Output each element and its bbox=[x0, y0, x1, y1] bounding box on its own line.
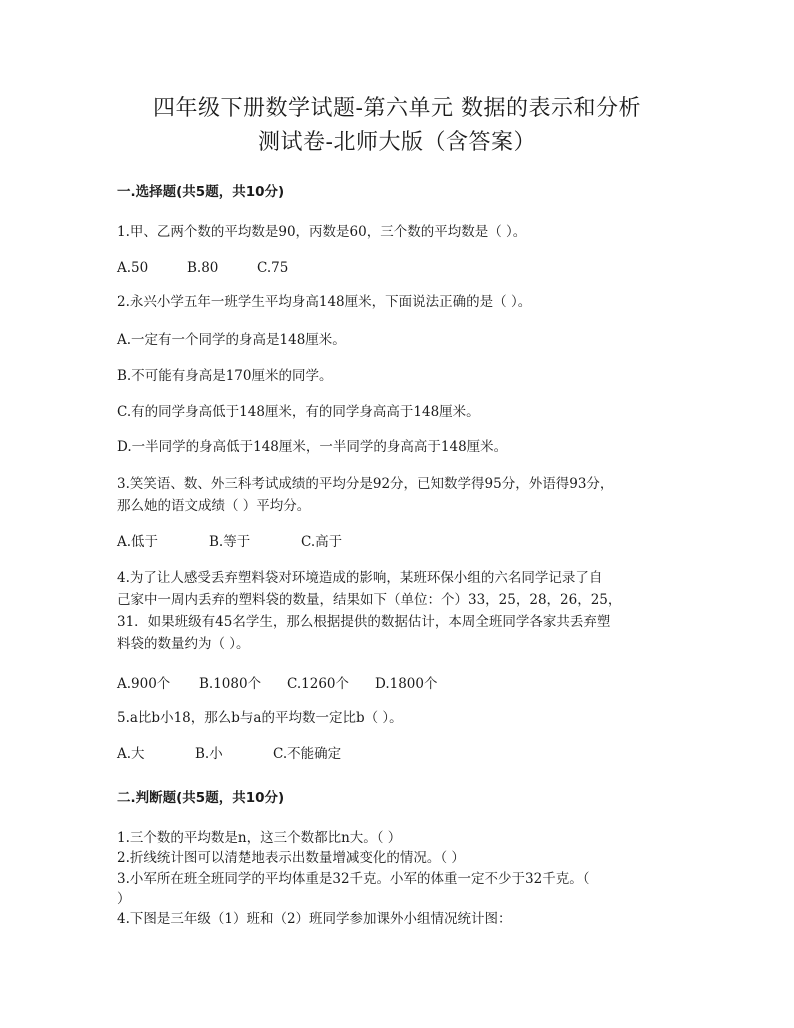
option: A.900个 bbox=[117, 676, 171, 692]
section1-heading: 一.选择题(共5题，共10分) bbox=[117, 184, 285, 200]
section2-heading: 二.判断题(共5题，共10分) bbox=[117, 790, 285, 806]
option: D.1800个 bbox=[375, 676, 438, 692]
page-title-line1: 四年级下册数学试题-第六单元 数据的表示和分析 bbox=[153, 96, 641, 121]
option: C.有的同学身高低于148厘米，有的同学身高高于148厘米。 bbox=[117, 404, 480, 420]
question-4-line4: 料袋的数量约为（ ）。 bbox=[117, 636, 250, 652]
question-4-line1: 4.为了让人感受丢弃塑料袋对环境造成的影响，某班环保小组的六名同学记录了自 bbox=[117, 570, 603, 586]
judge-item: 3.小军所在班全班同学的平均体重是32千克。小军的体重一定不少于32千克。（ bbox=[117, 871, 590, 887]
option: C.1260个 bbox=[287, 676, 349, 692]
option: A.低于 bbox=[117, 534, 159, 550]
question-1: 1.甲、乙两个数的平均数是90，丙数是60，三个数的平均数是（ ）。 bbox=[117, 224, 527, 240]
question-4-line2: 己家中一周内丢弃的塑料袋的数量，结果如下（单位：个）33，25，28，26，25， bbox=[117, 592, 622, 608]
option: A.大 bbox=[117, 746, 145, 762]
question-3-line2: 那么她的语文成绩（ ）平均分。 bbox=[117, 498, 311, 514]
option: A.50 bbox=[117, 260, 149, 276]
option: B.1080个 bbox=[199, 676, 262, 692]
question-5-options bbox=[117, 744, 341, 764]
question-5: 5.a比b小18，那么b与a的平均数一定比b（ ）。 bbox=[117, 710, 403, 726]
question-2: 2.永兴小学五年一班学生平均身高148厘米，下面说法正确的是（ ）。 bbox=[117, 294, 532, 310]
option: A.一定有一个同学的身高是148厘米。 bbox=[117, 332, 346, 348]
question-3-options bbox=[117, 532, 342, 552]
option: C.75 bbox=[257, 260, 289, 276]
option: C.不能确定 bbox=[273, 746, 342, 762]
option: B.小 bbox=[195, 746, 223, 762]
judge-item: 1.三个数的平均数是n，这三个数都比n大。（ ） bbox=[117, 830, 402, 846]
judge-item: ） bbox=[117, 891, 131, 907]
question-3-line1: 3.笑笑语、数、外三科考试成绩的平均分是92分，已知数学得95分，外语得93分， bbox=[117, 476, 614, 492]
question-4-line3: 31．如果班级有45名学生，那么根据提供的数据估计，本周全班同学各家共丢弃塑 bbox=[117, 614, 611, 630]
question-1-options bbox=[117, 258, 288, 278]
question-4-options bbox=[117, 674, 438, 694]
option: C.高于 bbox=[301, 534, 343, 550]
judge-item: 2.折线统计图可以清楚地表示出数量增减变化的情况。（ ） bbox=[117, 850, 465, 866]
option: B.不可能有身高是170厘米的同学。 bbox=[117, 368, 333, 384]
option: D.一半同学的身高低于148厘米，一半同学的身高高于148厘米。 bbox=[117, 439, 508, 455]
option: B.80 bbox=[187, 260, 219, 276]
page-title-line2: 测试卷-北师大版（含答案） bbox=[258, 130, 536, 155]
option: B.等于 bbox=[209, 534, 251, 550]
judge-item: 4.下图是三年级（1）班和（2）班同学参加课外小组情况统计图： bbox=[117, 911, 512, 927]
